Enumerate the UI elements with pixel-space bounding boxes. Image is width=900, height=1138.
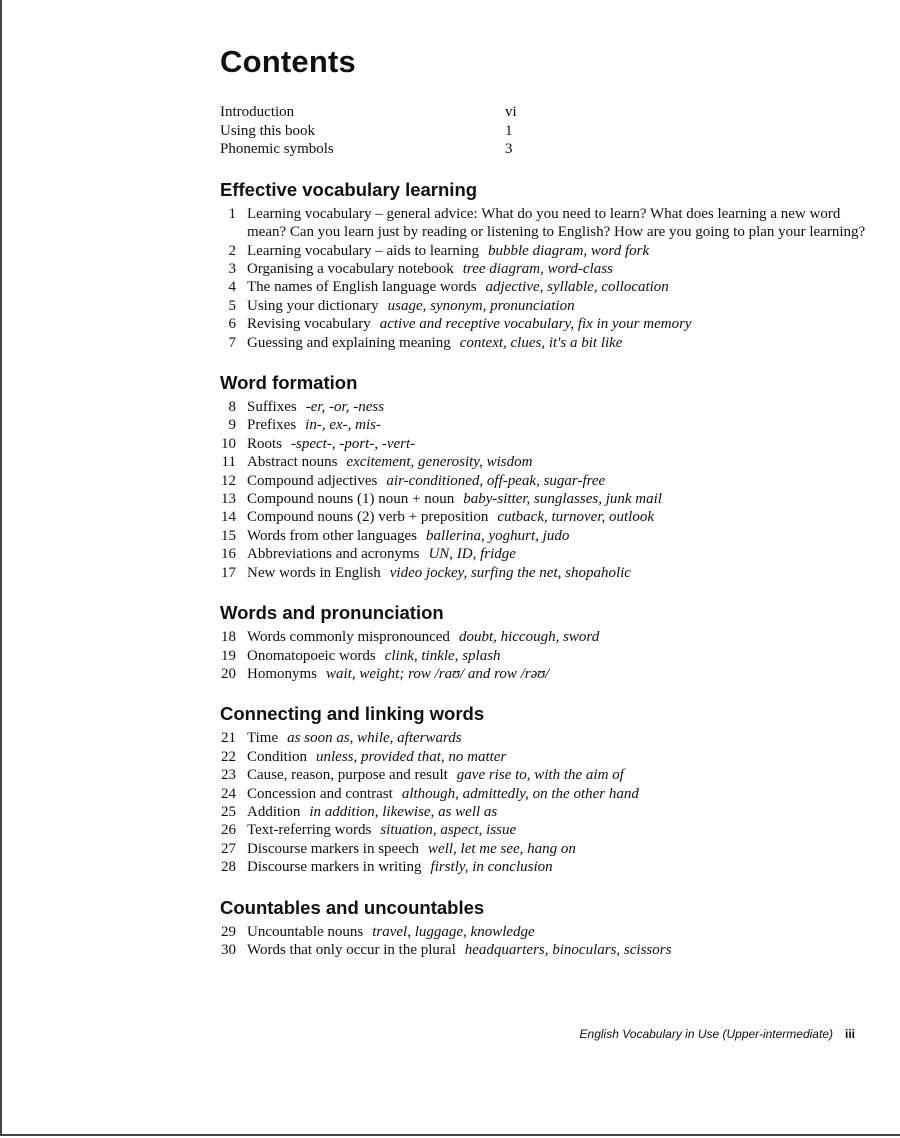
unit-entry [220, 785, 870, 803]
unit-title: Time [247, 730, 279, 747]
unit-list [220, 205, 870, 352]
front-matter-page: 3 [505, 141, 513, 158]
unit-title: Concession and contrast [247, 785, 393, 802]
unit-examples: firstly, in conclusion [430, 859, 553, 876]
unit-entry [220, 729, 870, 747]
unit-number: 12 [221, 472, 236, 489]
unit-entry [220, 315, 870, 333]
unit-title: Addition [247, 803, 301, 820]
contents-page [220, 40, 870, 959]
unit-title: Uncountable nouns [247, 923, 364, 940]
unit-number: 22 [221, 748, 236, 765]
unit-list [220, 628, 870, 683]
unit-examples: doubt, hiccough, sword [458, 629, 600, 646]
unit-title: Prefixes [247, 417, 297, 434]
unit-examples: although, admittedly, on the other hand [401, 785, 639, 802]
unit-title: Abstract nouns [247, 454, 338, 471]
unit-list [220, 923, 870, 960]
unit-title: Compound adjectives [247, 472, 378, 489]
front-matter-label: Using this book [220, 122, 316, 139]
front-matter-page: vi [505, 104, 517, 120]
unit-title: Guessing and explaining meaning [247, 334, 451, 351]
contents-section [220, 703, 870, 876]
front-matter-page: 1 [505, 122, 513, 139]
unit-number: 11 [221, 454, 236, 471]
section-heading: Effective vocabulary learning [220, 178, 478, 200]
unit-entry [220, 508, 870, 526]
section-heading: Countables and uncountables [220, 896, 485, 918]
unit-examples: wait, weight; row /raʊ/ and row /rəʊ/ [326, 665, 550, 682]
unit-examples: ballerina, yoghurt, judo [426, 527, 570, 544]
unit-examples: air-conditioned, off-peak, sugar-free [386, 472, 606, 489]
unit-number: 28 [221, 859, 236, 876]
unit-examples: -er, -or, -ness [305, 399, 385, 416]
unit-number: 20 [221, 665, 236, 682]
unit-entry [220, 941, 870, 959]
unit-number: 29 [221, 923, 236, 940]
unit-title: Suffixes [247, 399, 297, 416]
unit-number: 14 [221, 509, 236, 526]
unit-examples: context, clues, it's a bit like [459, 334, 623, 351]
unit-title: Discourse markers in writing [247, 859, 422, 876]
unit-examples: cutback, turnover, outlook [497, 509, 654, 526]
page-title: Contents [220, 44, 356, 79]
unit-entry [220, 260, 870, 278]
unit-examples: baby-sitter, sunglasses, junk mail [463, 491, 662, 508]
unit-entry [220, 923, 870, 941]
unit-examples: clink, tinkle, splash [384, 647, 501, 664]
unit-title: Compound nouns (2) verb + preposition [247, 509, 489, 526]
unit-number: 21 [221, 730, 236, 747]
unit-entry [220, 416, 870, 434]
unit-entry [220, 665, 870, 683]
unit-examples: travel, luggage, knowledge [372, 923, 535, 940]
unit-number: 25 [221, 803, 236, 820]
unit-number: 7 [228, 334, 236, 351]
unit-title: Words from other languages [247, 527, 417, 544]
contents-section [220, 179, 870, 352]
unit-number: 17 [221, 564, 236, 581]
contents-section [220, 897, 870, 960]
unit-title: Abbreviations and acronyms [247, 546, 420, 563]
unit-number: 23 [221, 767, 236, 784]
unit-examples: as soon as, while, afterwards [287, 730, 462, 747]
unit-entry [220, 435, 870, 453]
unit-entry [220, 472, 870, 490]
page-footer [580, 1027, 855, 1041]
front-matter-row [220, 103, 870, 122]
section-heading: Word formation [220, 372, 358, 394]
unit-entry [220, 278, 870, 296]
unit-list [220, 729, 870, 876]
front-matter-list [220, 103, 870, 159]
unit-examples: unless, provided that, no matter [316, 748, 507, 765]
unit-number: 30 [221, 941, 236, 958]
unit-entry [220, 453, 870, 471]
unit-title: Revising vocabulary [247, 316, 371, 333]
unit-entry [220, 564, 870, 582]
unit-title: Onomatopoeic words [247, 647, 376, 664]
unit-title: Compound nouns (1) noun + noun [247, 491, 455, 508]
section-heading: Words and pronunciation [220, 602, 444, 624]
unit-title: Roots [247, 435, 283, 452]
unit-entry [220, 821, 870, 839]
unit-number: 9 [228, 417, 236, 434]
unit-entry [220, 205, 870, 242]
unit-entry [220, 803, 870, 821]
unit-entry [220, 647, 870, 665]
unit-number: 3 [228, 261, 236, 277]
unit-examples: usage, synonym, pronunciation [387, 297, 575, 314]
unit-entry [220, 527, 870, 545]
unit-number: 10 [221, 435, 236, 452]
unit-list [220, 398, 870, 582]
unit-title: Organising a vocabulary notebook [247, 261, 454, 277]
unit-title: Learning vocabulary – general advice: What do you need to learn? What does learning a new word mean? Can you learn just by reading or listening to English? How are you going to plan your learning? [247, 205, 866, 241]
unit-number: 13 [221, 491, 236, 508]
unit-examples: in addition, likewise, as well as [309, 803, 498, 820]
unit-number: 19 [221, 647, 236, 664]
unit-entry [220, 334, 870, 352]
unit-title: Learning vocabulary – aids to learning [247, 242, 480, 259]
contents-section [220, 372, 870, 582]
unit-number: 1 [228, 205, 236, 222]
unit-number: 18 [221, 629, 236, 646]
footer-page-number: iii [844, 1027, 855, 1041]
unit-number: 6 [228, 316, 236, 333]
unit-title: Using your dictionary [247, 297, 379, 314]
unit-entry [220, 628, 870, 646]
unit-entry [220, 297, 870, 315]
front-matter-label: Introduction [220, 104, 295, 120]
unit-number: 27 [221, 840, 236, 857]
unit-entry [220, 766, 870, 784]
unit-number: 2 [228, 242, 236, 259]
unit-title: Text-referring words [247, 822, 372, 839]
unit-entry [220, 490, 870, 508]
front-matter-row [220, 122, 870, 141]
unit-title: Words that only occur in the plural [247, 941, 456, 958]
unit-title: Cause, reason, purpose and result [247, 767, 448, 784]
unit-title: Homonyms [247, 665, 318, 682]
unit-examples: situation, aspect, issue [380, 822, 517, 839]
front-matter-row [220, 140, 870, 159]
contents-section [220, 602, 870, 683]
unit-examples: adjective, syllable, collocation [485, 279, 669, 296]
unit-examples: -spect-, -port-, -vert- [291, 435, 416, 452]
unit-examples: tree diagram, word-class [462, 261, 613, 277]
sections-container [220, 179, 870, 960]
front-matter-label: Phonemic symbols [220, 141, 334, 158]
unit-examples: well, let me see, hang on [428, 840, 576, 857]
unit-entry [220, 840, 870, 858]
unit-examples: headquarters, binoculars, scissors [464, 941, 672, 958]
unit-number: 16 [221, 546, 236, 563]
footer-book-title: English Vocabulary in Use (Upper-intermediate) [579, 1027, 833, 1041]
unit-examples: video jockey, surfing the net, shopaholic [389, 564, 631, 581]
unit-examples: gave rise to, with the aim of [456, 767, 624, 784]
unit-title: Discourse markers in speech [247, 840, 420, 857]
section-heading: Connecting and linking words [220, 703, 485, 725]
unit-examples: UN, ID, fridge [428, 546, 516, 563]
unit-entry [220, 545, 870, 563]
unit-number: 5 [228, 297, 236, 314]
unit-entry [220, 242, 870, 260]
unit-examples: active and receptive vocabulary, fix in your memory [379, 316, 692, 333]
unit-title: Condition [247, 748, 308, 765]
unit-number: 8 [228, 399, 236, 416]
unit-examples: in-, ex-, mis- [305, 417, 381, 434]
unit-title: The names of English language words [247, 279, 477, 296]
unit-number: 26 [221, 822, 236, 839]
unit-number: 4 [228, 279, 236, 296]
unit-number: 15 [221, 527, 236, 544]
unit-examples: bubble diagram, word fork [488, 242, 650, 259]
unit-examples: excitement, generosity, wisdom [346, 454, 533, 471]
unit-entry [220, 748, 870, 766]
unit-title: New words in English [247, 564, 381, 581]
unit-entry [220, 398, 870, 416]
unit-title: Words commonly mispronounced [247, 629, 450, 646]
unit-entry [220, 858, 870, 876]
unit-number: 24 [221, 785, 236, 802]
